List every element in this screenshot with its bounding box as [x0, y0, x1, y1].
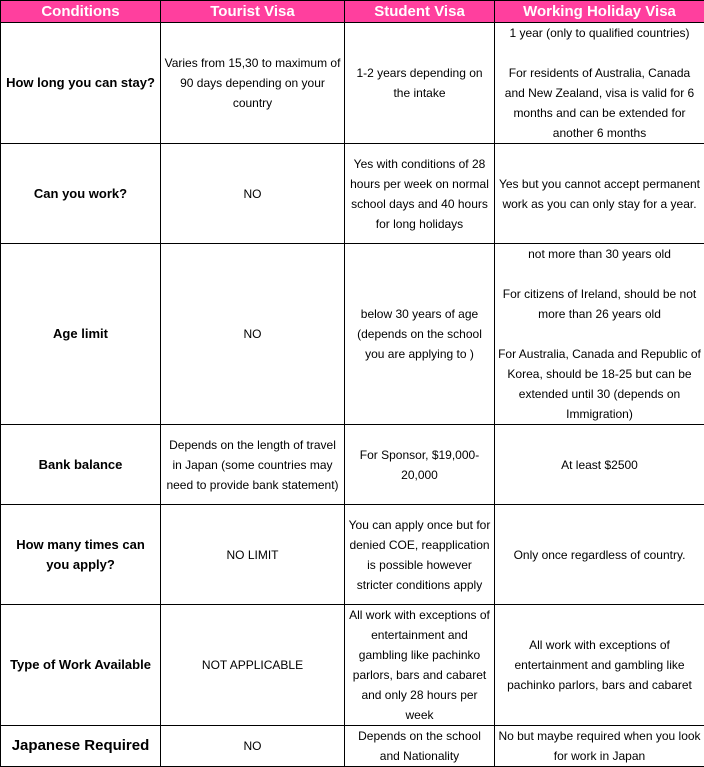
student-cell: below 30 years of age (depends on the school you are applying to ) — [345, 244, 495, 425]
working-holiday-cell: At least $2500 — [495, 425, 704, 505]
tourist-cell: NO — [161, 726, 345, 767]
student-cell: You can apply once but for denied COE, reapplication is possible however stricter conditions apply — [345, 505, 495, 605]
condition-cell: How many times can you apply? — [1, 505, 161, 605]
table-row — [1, 144, 704, 244]
working-holiday-cell: All work with exceptions of entertainment and gambling like pachinko parlors, bars and cabaret — [495, 605, 704, 726]
tourist-cell: NO — [161, 244, 345, 425]
working-holiday-paragraph: For citizens of Ireland, should be not more than 26 years old — [498, 284, 701, 324]
table-row — [1, 23, 704, 144]
working-holiday-paragraph: For Australia, Canada and Republic of Korea, should be 18-25 but can be extended until 30 (depends on Immigration) — [498, 344, 701, 424]
header-student-visa: Student Visa — [345, 1, 495, 23]
working-holiday-cell: Only once regardless of country. — [495, 505, 704, 605]
table-row — [1, 505, 704, 605]
table-row — [1, 605, 704, 726]
student-cell: 1-2 years depending on the intake — [345, 23, 495, 144]
condition-cell: Bank balance — [1, 425, 161, 505]
condition-cell: Japanese Required — [1, 726, 161, 767]
tourist-cell: Depends on the length of travel in Japan (some countries may need to provide bank statement) — [161, 425, 345, 505]
header-conditions: Conditions — [1, 1, 161, 23]
table-row — [1, 425, 704, 505]
table-row — [1, 726, 704, 767]
tourist-cell: NO LIMIT — [161, 505, 345, 605]
header-row — [1, 1, 704, 23]
tourist-cell: Varies from 15,30 to maximum of 90 days depending on your country — [161, 23, 345, 144]
tourist-cell: NO — [161, 144, 345, 244]
student-cell: All work with exceptions of entertainment and gambling like pachinko parlors, bars and cabaret and only 28 hours per week — [345, 605, 495, 726]
working-holiday-cell — [495, 23, 704, 144]
student-cell: For Sponsor, $19,000-20,000 — [345, 425, 495, 505]
working-holiday-paragraph: For residents of Australia, Canada and New Zealand, visa is valid for 6 months and can be extended for another 6 months — [498, 63, 701, 143]
condition-cell: Age limit — [1, 244, 161, 425]
working-holiday-cell — [495, 244, 704, 425]
working-holiday-paragraph: 1 year (only to qualified countries) — [498, 23, 701, 43]
condition-cell: Type of Work Available — [1, 605, 161, 726]
student-cell: Yes with conditions of 28 hours per week on normal school days and 40 hours for long holidays — [345, 144, 495, 244]
student-cell: Depends on the school and Nationality — [345, 726, 495, 767]
header-working-holiday-visa: Working Holiday Visa — [495, 1, 704, 23]
tourist-cell: NOT APPLICABLE — [161, 605, 345, 726]
working-holiday-paragraph: not more than 30 years old — [498, 244, 701, 264]
table-row — [1, 244, 704, 425]
working-holiday-cell: Yes but you cannot accept permanent work as you can only stay for a year. — [495, 144, 704, 244]
working-holiday-cell: No but maybe required when you look for work in Japan — [495, 726, 704, 767]
condition-cell: Can you work? — [1, 144, 161, 244]
condition-cell: How long you can stay? — [1, 23, 161, 144]
header-tourist-visa: Tourist Visa — [161, 1, 345, 23]
